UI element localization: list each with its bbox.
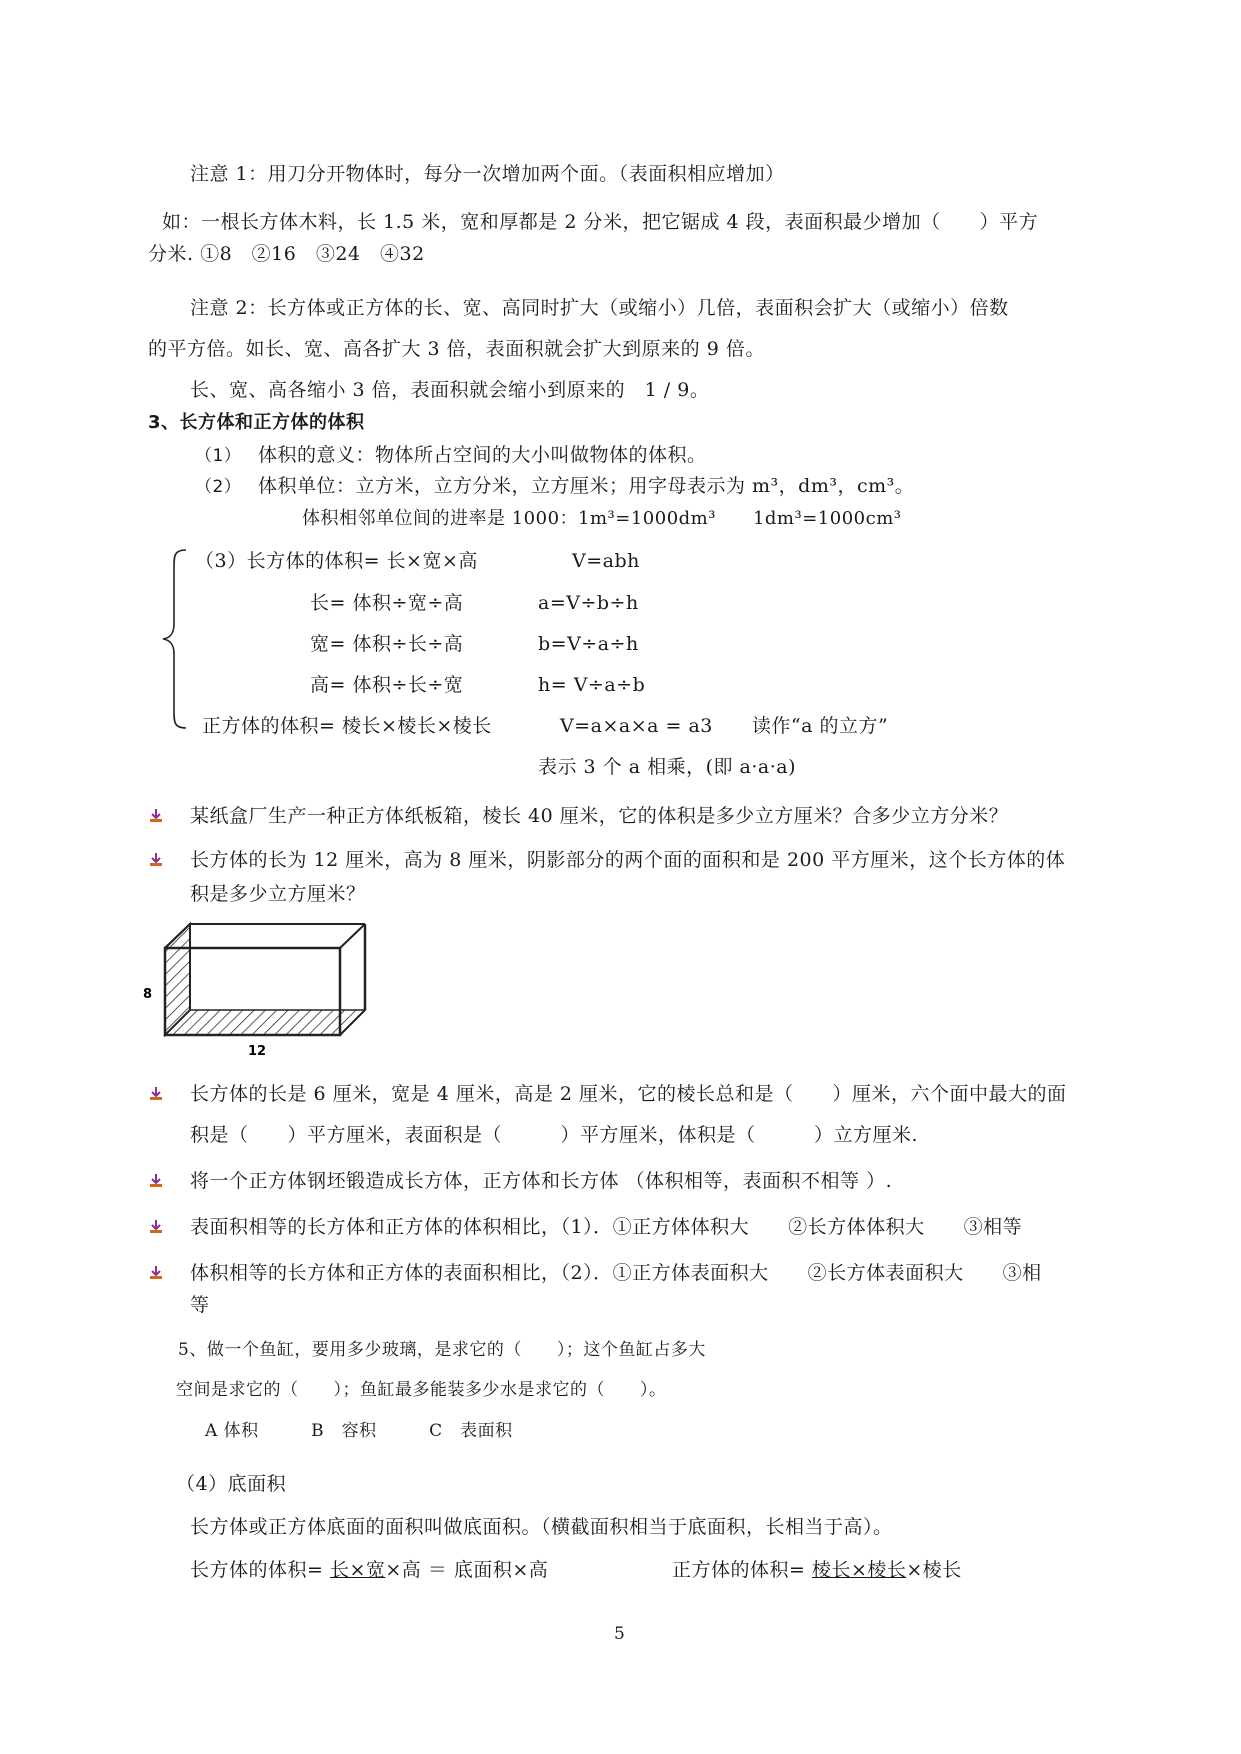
page-number: 5: [614, 1624, 626, 1644]
figure-length-label: 12: [248, 1044, 267, 1059]
subsection4-title: （4）底面积: [176, 1473, 287, 1495]
formula-cube-explain: 表示 3 个 a 相乘，(即 a·a·a): [538, 756, 797, 778]
cuboid-figure: [140, 920, 380, 1060]
item2-text: 体积单位：立方米，立方分米，立方厘米；用字母表示为 m³，dm³，cm³。: [258, 475, 915, 497]
bullet-icon: [148, 1265, 164, 1281]
bullet-icon: [148, 1173, 164, 1189]
question-7-line2: 空间是求它的（ ）；鱼缸最多能装多少水是求它的（ ）。: [176, 1380, 667, 1400]
question-5: 表面积相等的长方体和正方体的体积相比，（1）．①正方体体积大 ②长方体体积大 ③相等: [190, 1216, 1023, 1238]
formula-cuboid-volume-letters: V=abh: [572, 550, 640, 572]
base-area-formula-cube: [672, 1558, 962, 1582]
cube-formula-prefix: 正方体的体积=: [672, 1559, 812, 1581]
question-6-line1: 体积相等的长方体和正方体的表面积相比，（2）．①正方体表面积大 ②长方体表面积大 ③相: [190, 1262, 1042, 1284]
question-2-line1: 长方体的长为 12 厘米，高为 8 厘米，阴影部分的两个面的面积和是 200 平方厘米，这个长方体的体: [190, 849, 1066, 871]
rate-text: 体积相邻单位间的进率是 1000：1m³=1000dm³ 1dm³=1000cm³: [302, 508, 902, 529]
figure-height-label: 8: [143, 987, 153, 1002]
formula-width: 宽= 体积÷长÷高: [310, 633, 464, 655]
note2-line1: 注意 2：长方体或正方体的长、宽、高同时扩大（或缩小）几倍，表面积会扩大（或缩小）倍数: [190, 297, 1009, 319]
example1-line1: 如：一根长方体木料，长 1.5 米，宽和厚都是 2 分米，把它锯成 4 段，表面积最少增加（ ）平方: [162, 211, 1039, 233]
note2-line2: 的平方倍。如长、宽、高各扩大 3 倍，表面积就会扩大到原来的 9 倍。: [148, 338, 765, 360]
question-7-line1: 5、做一个鱼缸，要用多少玻璃，是求它的（ ）；这个鱼缸占多大: [178, 1340, 706, 1360]
cuboid-formula-rest: ×高 ＝ 底面积×高: [385, 1559, 549, 1581]
formula-length: 长= 体积÷宽÷高: [310, 592, 464, 614]
question-7-options: A 体积 B 容积 C 表面积: [205, 1421, 513, 1441]
bullet-icon: [148, 808, 164, 824]
cuboid-formula-underlined: 长×宽: [329, 1559, 386, 1581]
formula-height: 高= 体积÷长÷宽: [310, 674, 464, 696]
formula-width-letters: b=V÷a÷h: [538, 633, 639, 655]
note2-line3: 长、宽、高各缩小 3 倍，表面积就会缩小到原来的 1 / 9。: [190, 379, 710, 401]
question-1: 某纸盒厂生产一种正方体纸板箱，棱长 40 厘米，它的体积是多少立方厘米？合多少立方分米？: [190, 805, 1009, 827]
note1: 注意 1：用刀分开物体时，每分一次增加两个面。（表面积相应增加）: [190, 163, 785, 185]
formula-cuboid-volume: （3）长方体的体积= 长×宽×高: [195, 550, 478, 572]
item1-num: （1）: [195, 446, 242, 466]
example1-line2: 分米. ①8 ②16 ③24 ④32: [148, 243, 425, 265]
bullet-icon: [148, 1219, 164, 1235]
brace-icon: [160, 548, 190, 730]
question-2-line2: 积是多少立方厘米？: [190, 883, 366, 905]
formula-length-letters: a=V÷b÷h: [538, 592, 639, 614]
question-4: 将一个正方体钢坯锻造成长方体，正方体和长方体 （体积相等，表面积不相等 ）.: [190, 1170, 893, 1192]
base-area-formula-cuboid: [190, 1558, 548, 1582]
question-3-line2: 积是（ ）平方厘米，表面积是（ ）平方厘米，体积是（ ）立方厘米.: [190, 1124, 919, 1146]
item2-num: （2）: [195, 477, 242, 497]
section3-title: 3、长方体和正方体的体积: [148, 412, 365, 433]
formula-height-letters: h= V÷a÷b: [538, 674, 646, 696]
question-6-line2: 等: [190, 1294, 210, 1316]
question-3-line1: 长方体的长是 6 厘米，宽是 4 厘米，高是 2 厘米，它的棱长总和是（ ）厘米，六个面中最大的面: [190, 1083, 1067, 1105]
formula-cube-volume-letters: V=a×a×a = a3 读作“a 的立方”: [560, 715, 889, 737]
cube-formula-rest: ×棱长: [906, 1559, 962, 1581]
bullet-icon: [148, 852, 164, 868]
subsection4-text: 长方体或正方体底面的面积叫做底面积。（横截面积相当于底面积，长相当于高）。: [190, 1516, 893, 1538]
formula-cube-volume: 正方体的体积= 棱长×棱长×棱长: [202, 715, 492, 737]
item1-text: 体积的意义：物体所占空间的大小叫做物体的体积。: [258, 444, 707, 466]
bullet-icon: [148, 1086, 164, 1102]
cuboid-formula-prefix: 长方体的体积=: [190, 1559, 330, 1581]
cube-formula-underlined: 棱长×棱长: [811, 1559, 907, 1581]
